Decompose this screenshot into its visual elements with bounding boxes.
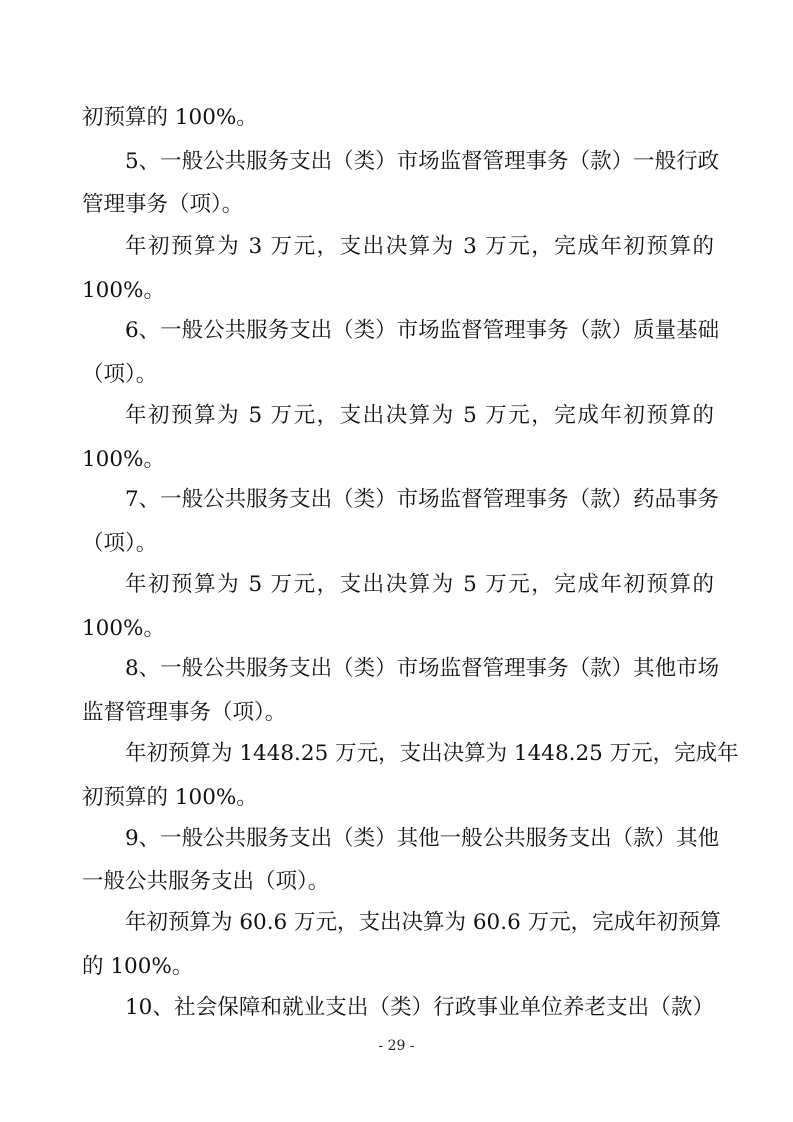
paragraph-line: 8、一般公共服务支出（类）市场监督管理事务（款）其他市场	[125, 656, 720, 681]
paragraph-line: 一般公共服务支出（项）。	[82, 869, 330, 894]
page-number: - 29 -	[378, 1038, 415, 1054]
paragraph-line: 的 100%。	[82, 954, 194, 979]
paragraph-line: 年初预算为 60.6 万元，支出决算为 60.6 万元，完成年初预算	[125, 910, 722, 935]
paragraph-line: 7、一般公共服务支出（类）市场监督管理事务（款）药品事务	[125, 487, 720, 512]
paragraph-line: 100%。	[82, 447, 165, 472]
paragraph-line: 100%。	[82, 616, 165, 641]
paragraph-line: 年初预算为 5 万元，支出决算为 5 万元，完成年初预算的	[125, 572, 714, 597]
paragraph-line: （项）。	[82, 531, 158, 556]
paragraph-line: 管理事务（项）。	[82, 192, 244, 217]
paragraph-line: （项）。	[82, 362, 158, 387]
paragraph-line: 初预算的 100%。	[82, 105, 258, 130]
paragraph-line: 10、社会保障和就业支出（类）行政事业单位养老支出（款）	[125, 995, 714, 1020]
paragraph-line: 9、一般公共服务支出（类）其他一般公共服务支出（款）其他	[125, 826, 720, 851]
paragraph-line: 初预算的 100%。	[82, 785, 258, 810]
paragraph-line: 年初预算为 3 万元，支出决算为 3 万元，完成年初预算的	[125, 234, 714, 259]
paragraph-line: 年初预算为 1448.25 万元，支出决算为 1448.25 万元，完成年	[125, 741, 739, 766]
paragraph-line: 5、一般公共服务支出（类）市场监督管理事务（款）一般行政	[125, 149, 720, 174]
paragraph-line: 100%。	[82, 278, 165, 303]
paragraph-line: 监督管理事务（项）。	[82, 700, 287, 725]
paragraph-line: 6、一般公共服务支出（类）市场监督管理事务（款）质量基础	[125, 318, 720, 343]
paragraph-line: 年初预算为 5 万元，支出决算为 5 万元，完成年初预算的	[125, 403, 714, 428]
